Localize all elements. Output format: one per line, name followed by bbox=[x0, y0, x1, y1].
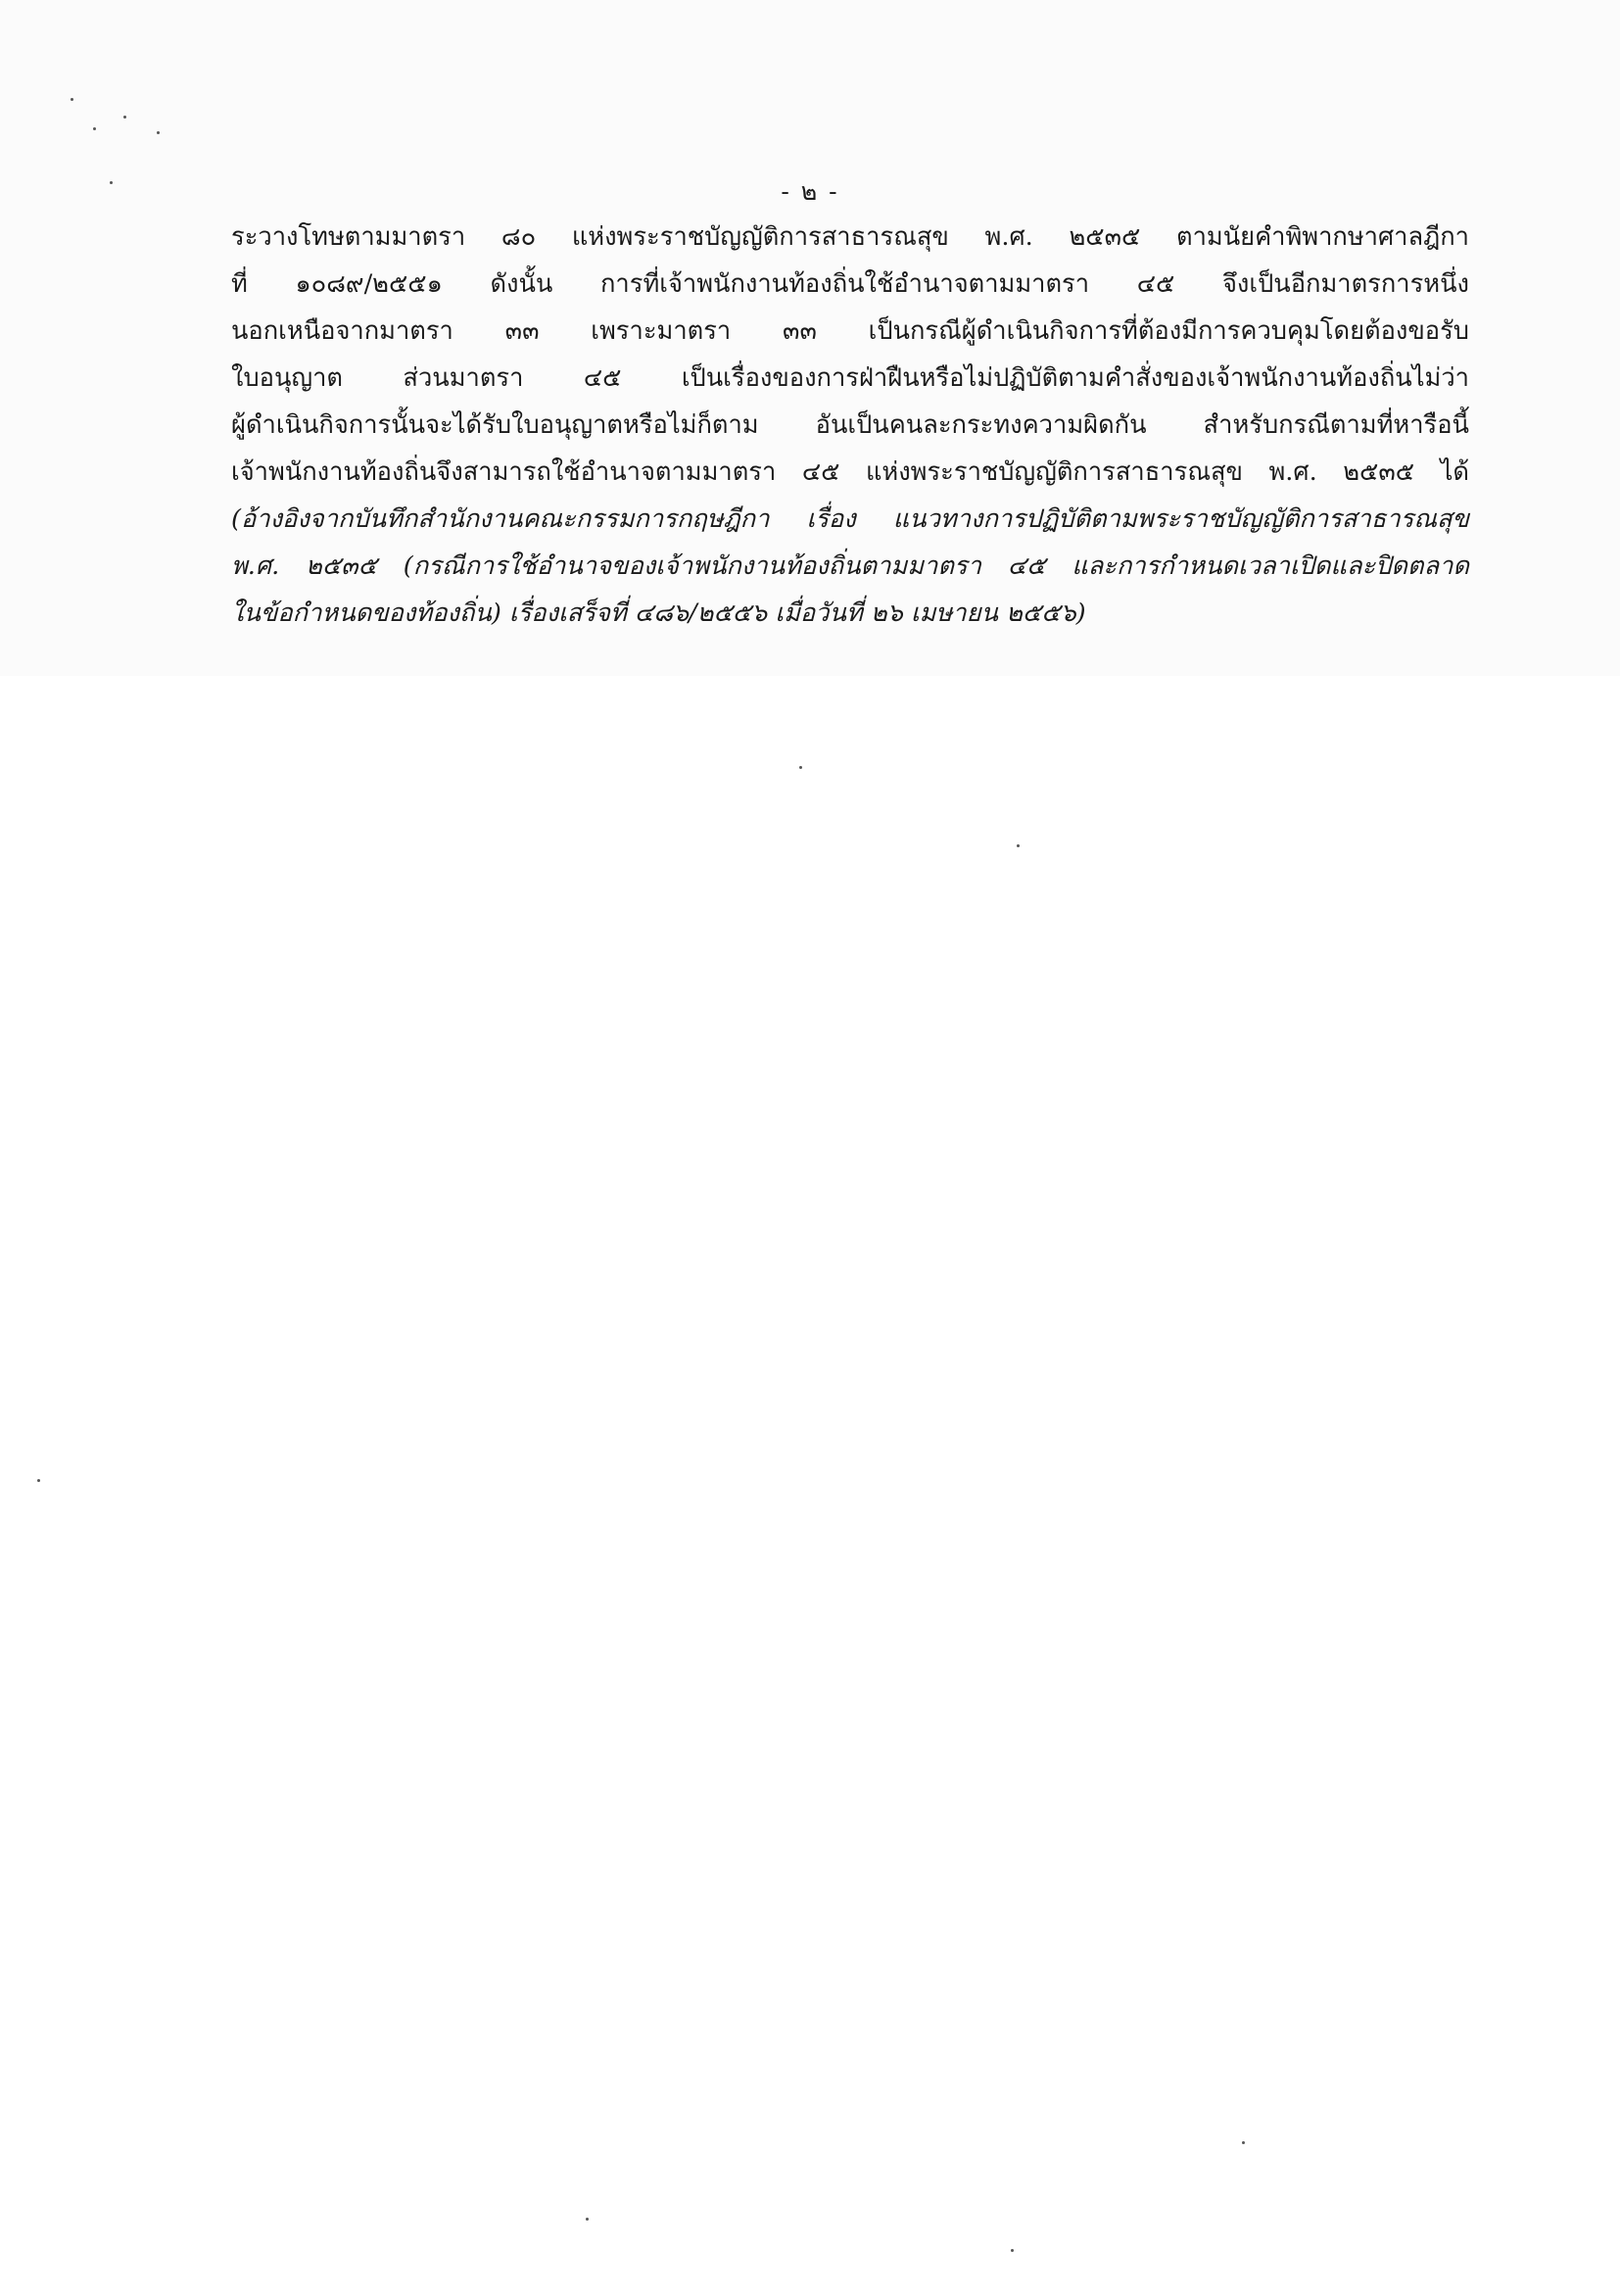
scan-speck bbox=[71, 98, 73, 101]
paragraph-line: ที่ ๑๐๘๙/๒๕๕๑ ดังนั้น การที่เจ้าพนักงานท้องถิ่นใช้อำนาจตามมาตรา ๔๕ จึงเป็นอีกมาตรการหนึ่ง bbox=[231, 269, 1469, 299]
scan-speck bbox=[586, 2218, 589, 2221]
scan-speck bbox=[123, 116, 126, 119]
paragraph-line: ระวางโทษตามมาตรา ๘๐ แห่งพระราชบัญญัติการสาธารณสุข พ.ศ. ๒๕๓๕ ตามนัยคำพิพากษาศาลฎีกา bbox=[231, 222, 1469, 252]
body-paragraph bbox=[231, 214, 1469, 637]
scan-speck bbox=[37, 1479, 40, 1482]
scan-speck bbox=[1242, 2141, 1245, 2144]
citation-line: ในข้อกำหนดของท้องถิ่น) เรื่องเสร็จที่ ๔๘๖/๒๕๕๖ เมื่อวันที่ ๒๖ เมษายน ๒๕๕๖) bbox=[231, 598, 1086, 628]
scan-speck bbox=[93, 127, 96, 130]
scan-speck bbox=[1017, 844, 1020, 847]
citation-line: พ.ศ. ๒๕๓๕ (กรณีการใช้อำนาจของเจ้าพนักงานท้องถิ่นตามมาตรา ๔๕ และการกำหนดเวลาเปิดและปิดตลาด bbox=[231, 551, 1469, 581]
citation-line: (อ้างอิงจากบันทึกสำนักงานคณะกรรมการกฤษฎีกา เรื่อง แนวทางการปฏิบัติตามพระราชบัญญัติการสาธารณสุข bbox=[231, 504, 1469, 534]
paragraph-line: นอกเหนือจากมาตรา ๓๓ เพราะมาตรา ๓๓ เป็นกรณีผู้ดำเนินกิจการที่ต้องมีการควบคุมโดยต้องขอรับ bbox=[231, 316, 1469, 346]
scan-speck bbox=[1011, 2249, 1014, 2252]
paragraph-line: เจ้าพนักงานท้องถิ่นจึงสามารถใช้อำนาจตามมาตรา ๔๕ แห่งพระราชบัญญัติการสาธารณสุข พ.ศ. ๒๕๓๕ ได้ bbox=[231, 457, 1469, 487]
paragraph-line: ผู้ดำเนินกิจการนั้นจะได้รับใบอนุญาตหรือไม่ก็ตาม อันเป็นคนละกระทงความผิดกัน สำหรับกรณีตามที่หารือนี้ bbox=[231, 410, 1469, 440]
scan-speck bbox=[799, 766, 802, 769]
page-number: - ๒ - bbox=[781, 177, 839, 206]
scan-speck bbox=[157, 131, 160, 134]
paragraph-line: ใบอนุญาต ส่วนมาตรา ๔๕ เป็นเรื่องของการฝ่าฝืนหรือไม่ปฏิบัติตามคำสั่งของเจ้าพนักงานท้องถิ่นไม่ว่า bbox=[231, 363, 1469, 393]
